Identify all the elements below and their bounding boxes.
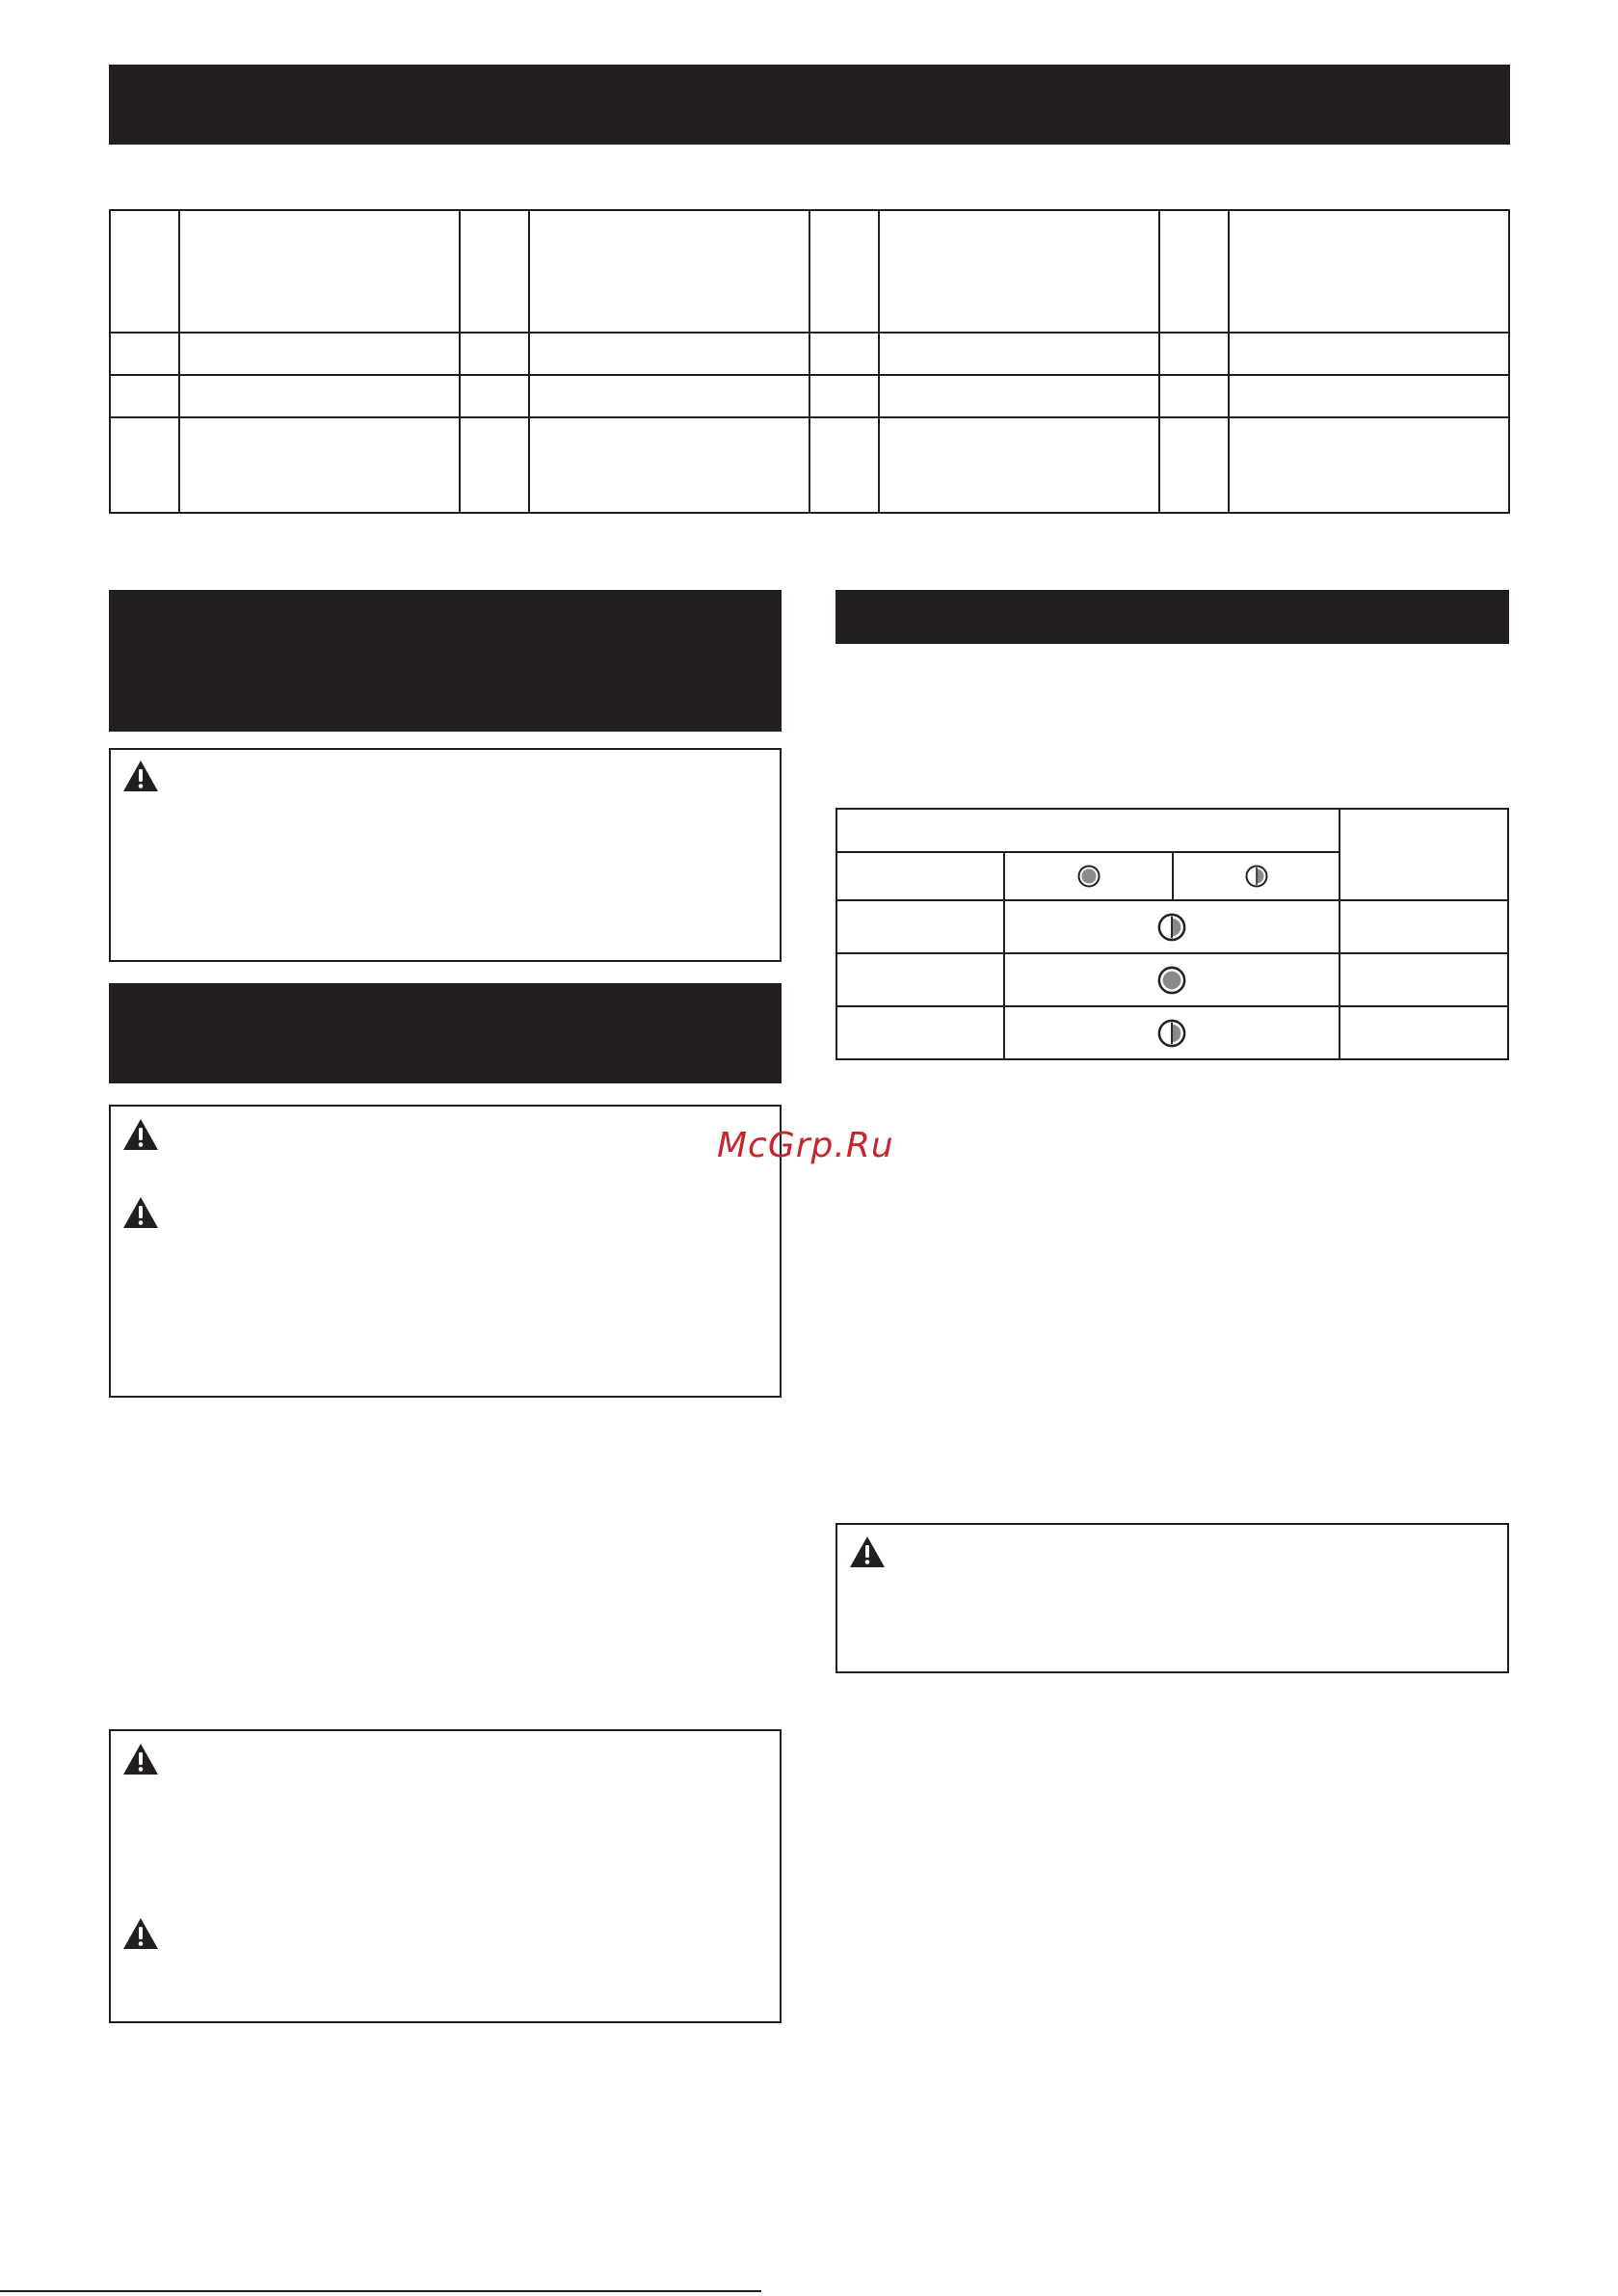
warning-triangle-icon [121, 759, 160, 793]
indicator-table [836, 808, 1509, 1060]
table-row [836, 953, 1508, 1006]
parts-table [109, 209, 1510, 514]
table-row [836, 809, 1508, 852]
lamp-lit-icon [1077, 865, 1101, 888]
watermark-text: McGrp.Ru [717, 1126, 894, 1165]
warning-box [109, 1105, 782, 1398]
warning-box [109, 748, 782, 962]
table-row [836, 900, 1508, 953]
lamp-blinking-icon [1245, 865, 1268, 888]
lamp-blinking-icon [1157, 913, 1186, 942]
lamp-lit-icon [1157, 966, 1186, 995]
section-heading-bar [109, 983, 782, 1083]
warning-triangle-icon [121, 1742, 160, 1776]
table-row [110, 375, 1509, 417]
warning-box [836, 1523, 1509, 1673]
table-row [836, 1006, 1508, 1059]
warning-triangle-icon [121, 1195, 160, 1230]
header-bar [109, 65, 1510, 145]
table-row [110, 417, 1509, 513]
section-heading-bar [109, 590, 782, 732]
warning-triangle-icon [121, 1117, 160, 1152]
page-footer-rule [0, 2290, 761, 2292]
table-row [110, 333, 1509, 375]
section-heading-bar [836, 590, 1509, 644]
lamp-blinking-icon [1157, 1019, 1186, 1048]
warning-box [109, 1729, 782, 2023]
warning-triangle-icon [848, 1535, 887, 1569]
table-row [110, 210, 1509, 333]
warning-triangle-icon [121, 1916, 160, 1951]
